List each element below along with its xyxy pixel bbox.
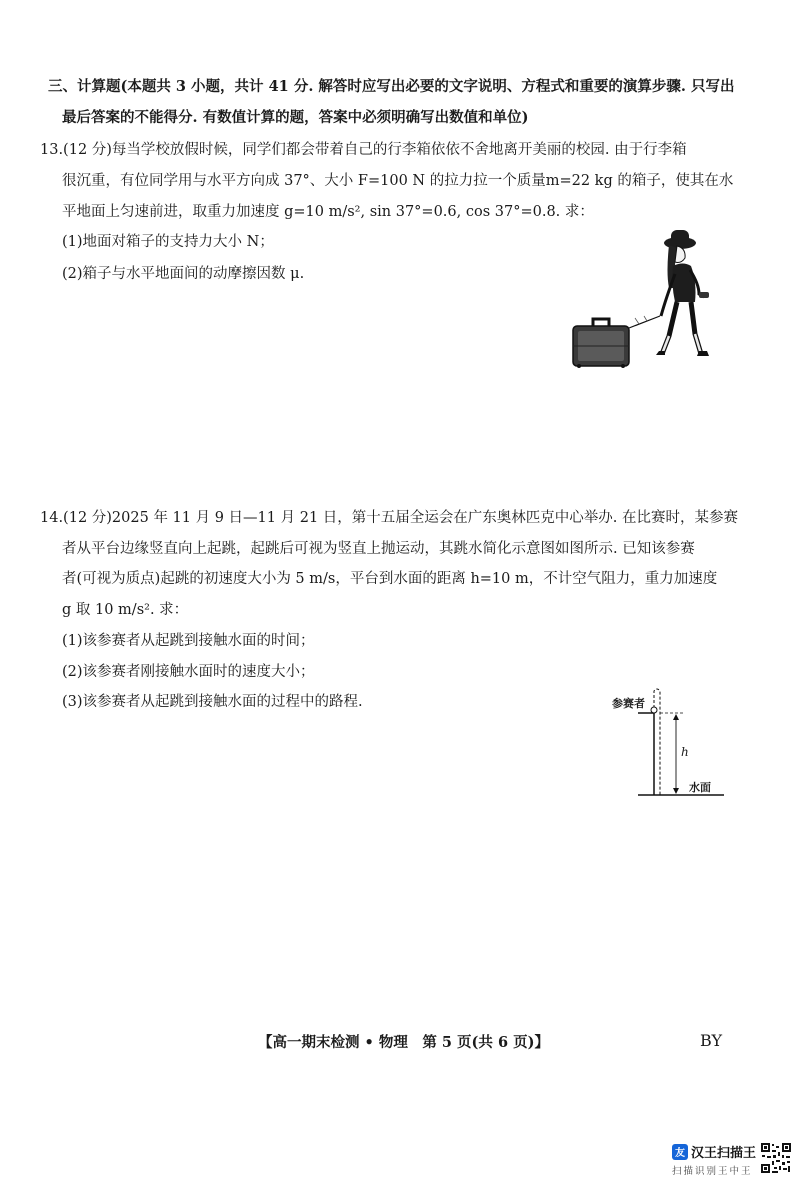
height-label: h — [681, 745, 689, 759]
section-heading-line-1: 三、计算题(本题共 3 小题，共计 41 分. 解答时应写出必要的文字说明、方程式和重要的演算步骤. 只写出 — [48, 78, 735, 95]
q13-text-line-3: 平地面上匀速前进，取重力加速度 g=10 m/s², sin 37°=0.6, cos 37°=0.8. 求： — [62, 204, 594, 220]
q14-text-line-2: 者从平台边缘竖直向上起跳，起跳后可视为竖直上抛运动，其跳水简化示意图如图所示. 已知该参赛 — [62, 541, 695, 557]
q13-part-2: (2)箱子与水平地面间的动摩擦因数 μ. — [62, 266, 305, 282]
q14-part-2: (2)该参赛者刚接触水面时的速度大小； — [62, 664, 315, 680]
athlete-label: 参赛者 — [612, 697, 645, 710]
qr-code-icon — [760, 1142, 792, 1174]
student-figure — [656, 230, 709, 356]
q13-text-line-2: 很沉重，有位同学用与水平方向成 37°、大小 F=100 N 的拉力拉一个质量m=22 kg 的箱子，使其在水 — [62, 173, 734, 189]
athlete-point — [651, 707, 657, 713]
scanner-logo-icon: 友 — [672, 1144, 688, 1160]
trajectory-dashed — [654, 689, 660, 795]
diving-platform — [638, 713, 654, 795]
page-footer: 【高一期末检测 • 物理 第 5 页(共 6 页)】 — [258, 1034, 549, 1051]
q14-text-line-3: 者(可视为质点)起跳的初速度大小为 5 m/s，平台到水面的距离 h=10 m，不计空气阻力，重力加速度 — [62, 571, 718, 587]
q14-part-3: (3)该参赛者从起跳到接触水面的过程中的路程. — [62, 694, 363, 710]
water-surface-label: 水面 — [689, 781, 711, 794]
tow-rope — [629, 316, 660, 328]
scanner-slogan: 扫描识别王中王 — [672, 1166, 753, 1177]
scanner-watermark — [672, 1142, 756, 1161]
paper-code: BY — [700, 1031, 723, 1050]
height-arrow — [673, 714, 679, 794]
diving-diagram — [630, 683, 730, 803]
suitcase — [573, 319, 629, 368]
q14-text-line-1: 14.(12 分)2025 年 11 月 9 日—11 月 21 日，第十五届全运会在广东奥林匹克中心举办. 在比赛时，某参赛 — [40, 510, 739, 526]
suitcase-figure — [565, 218, 725, 368]
scanner-brand-name: 汉王扫描王 — [691, 1146, 757, 1161]
q13-part-1: (1)地面对箱子的支持力大小 N； — [62, 234, 274, 250]
q14-part-1: (1)该参赛者从起跳到接触水面的时间； — [62, 633, 315, 649]
section-heading-line-2: 最后答案的不能得分. 有数值计算的题，答案中必须明确写出数值和单位) — [62, 109, 529, 126]
q13-text-line-1: 13.(12 分)每当学校放假时候，同学们都会带着自己的行李箱依依不舍地离开美丽的校园. 由于行李箱 — [40, 142, 687, 158]
q14-text-line-4: g 取 10 m/s². 求： — [62, 602, 189, 618]
